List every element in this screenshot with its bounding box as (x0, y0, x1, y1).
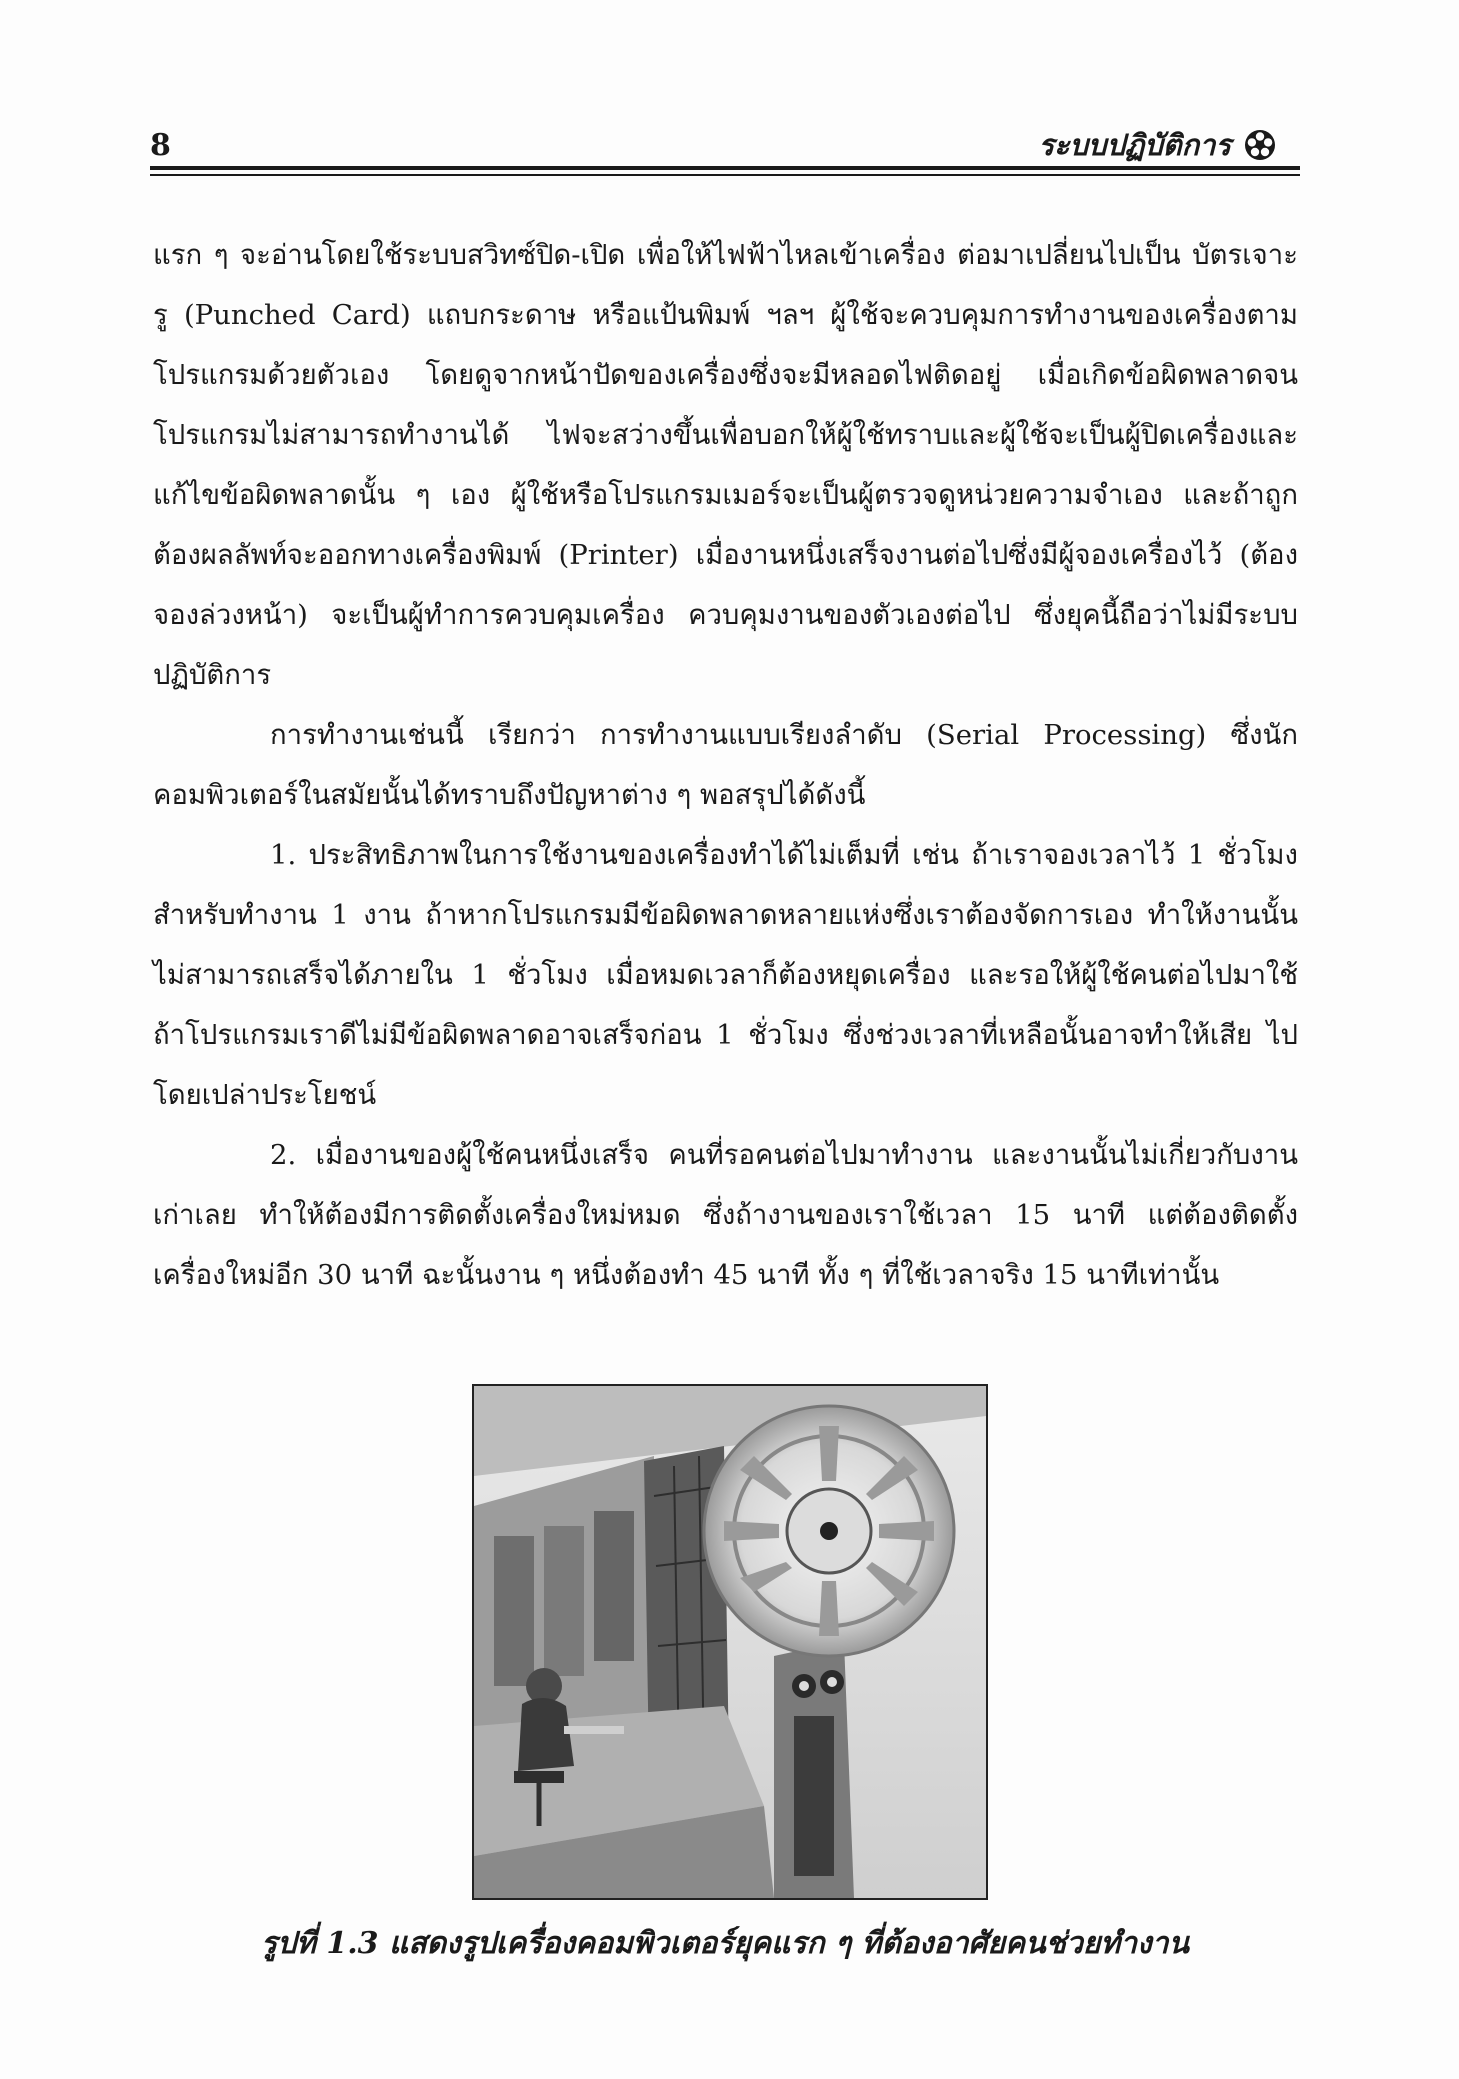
early-computer-illustration (474, 1386, 986, 1898)
header-rule-thick (150, 166, 1300, 170)
figure-caption: รูปที่ 1.3 แสดงรูปเครื่องคอมพิวเตอร์ยุคแรก ๆ ที่ต้องอาศัยคนช่วยทำงาน (260, 1926, 1190, 1961)
page-number: 8 (150, 128, 171, 163)
paragraph-intro: แรก ๆ จะอ่านโดยใช้ระบบสวิทซ์ปิด-เปิด เพื่อให้ไฟฟ้าไหลเข้าเครื่อง ต่อมาเปลี่ยนไปเป็น บัตรเจาะรู (Punched Card) แถบกระดาษ หรือแป้นพิมพ์ ฯลฯ ผู้ใช้จะควบคุมการทำงานของเครื่องตามโปรแกรมด้วยตัวเอง โดยดูจากหน้าปัดของเครื่องซึ่งจะมีหลอดไฟติดอยู่ เมื่อเกิดข้อผิดพลาดจนโปรแกรมไม่สามารถทำงานได้ ไฟจะสว่างขึ้นเพื่อบอกให้ผู้ใช้ทราบและผู้ใช้จะเป็นผู้ปิดเครื่องและแก้ไขข้อผิดพลาดนั้น ๆ เอง ผู้ใช้หรือโปรแกรมเมอร์จะเป็นผู้ตรวจดูหน่วยความจำเอง และถ้าถูกต้องผลลัพท์จะออกทางเครื่องพิมพ์ (Printer) เมื่องานหนึ่งเสร็จงานต่อไปซึ่งมีผู้จองเครื่องไว้ (ต้องจองล่วงหน้า) จะเป็นผู้ทำการควบคุมเครื่อง ควบคุมงานของตัวเองต่อไป ซึ่งยุคนี้ถือว่าไม่มีระบบปฏิบัติการ (153, 239, 1298, 691)
header-rule-thin (150, 174, 1300, 176)
paragraph-problem-2: 2. เมื่องานของผู้ใช้คนหนึ่งเสร็จ คนที่รอคนต่อไปมาทำงาน และงานนั้นไม่เกี่ยวกับงานเก่าเลย ทำให้ต้องมีการติดตั้งเครื่องใหม่หมด ซึ่งถ้างานของเราใช้เวลา 15 นาที แต่ต้องติดตั้งเครื่องใหม่อีก 30 นาที ฉะนั้นงาน ๆ หนึ่งต้องทำ 45 นาที ทั้ง ๆ ที่ใช้เวลาจริง 15 นาทีเท่านั้น (153, 1139, 1298, 1291)
paragraph-serial-processing: การทำงานเช่นนี้ เรียกว่า การทำงานแบบเรียงลำดับ (Serial Processing) ซึ่งนักคอมพิวเตอร์ในสมัยนั้นได้ทราบถึงปัญหาต่าง ๆ พอสรุปได้ดังนี้ (153, 719, 1298, 811)
running-header (1038, 122, 1277, 168)
running-title: ระบบปฏิบัติการ (1038, 128, 1231, 162)
body-text (153, 225, 1298, 1305)
paragraph-problem-1: 1. ประสิทธิภาพในการใช้งานของเครื่องทำได้ไม่เต็มที่ เช่น ถ้าเราจองเวลาไว้ 1 ชั่วโมง สำหรับทำงาน 1 งาน ถ้าหากโปรแกรมมีข้อผิดพลาดหลายแห่งซึ่งเราต้องจัดการเอง ทำให้งานนั้นไม่สามารถเสร็จได้ภายใน 1 ชั่วโมง เมื่อหมดเวลาก็ต้องหยุดเครื่อง และรอให้ผู้ใช้คนต่อไปมาใช้ ถ้าโปรแกรมเราดีไม่มีข้อผิดพลาดอาจเสร็จก่อน 1 ชั่วโมง ซึ่งช่วงเวลาที่เหลือนั้นอาจทำให้เสีย ไปโดยเปล่าประโยชน์ (153, 839, 1298, 1111)
figure-early-computer-photo (472, 1384, 988, 1900)
flower-ornament-icon (1243, 128, 1277, 162)
